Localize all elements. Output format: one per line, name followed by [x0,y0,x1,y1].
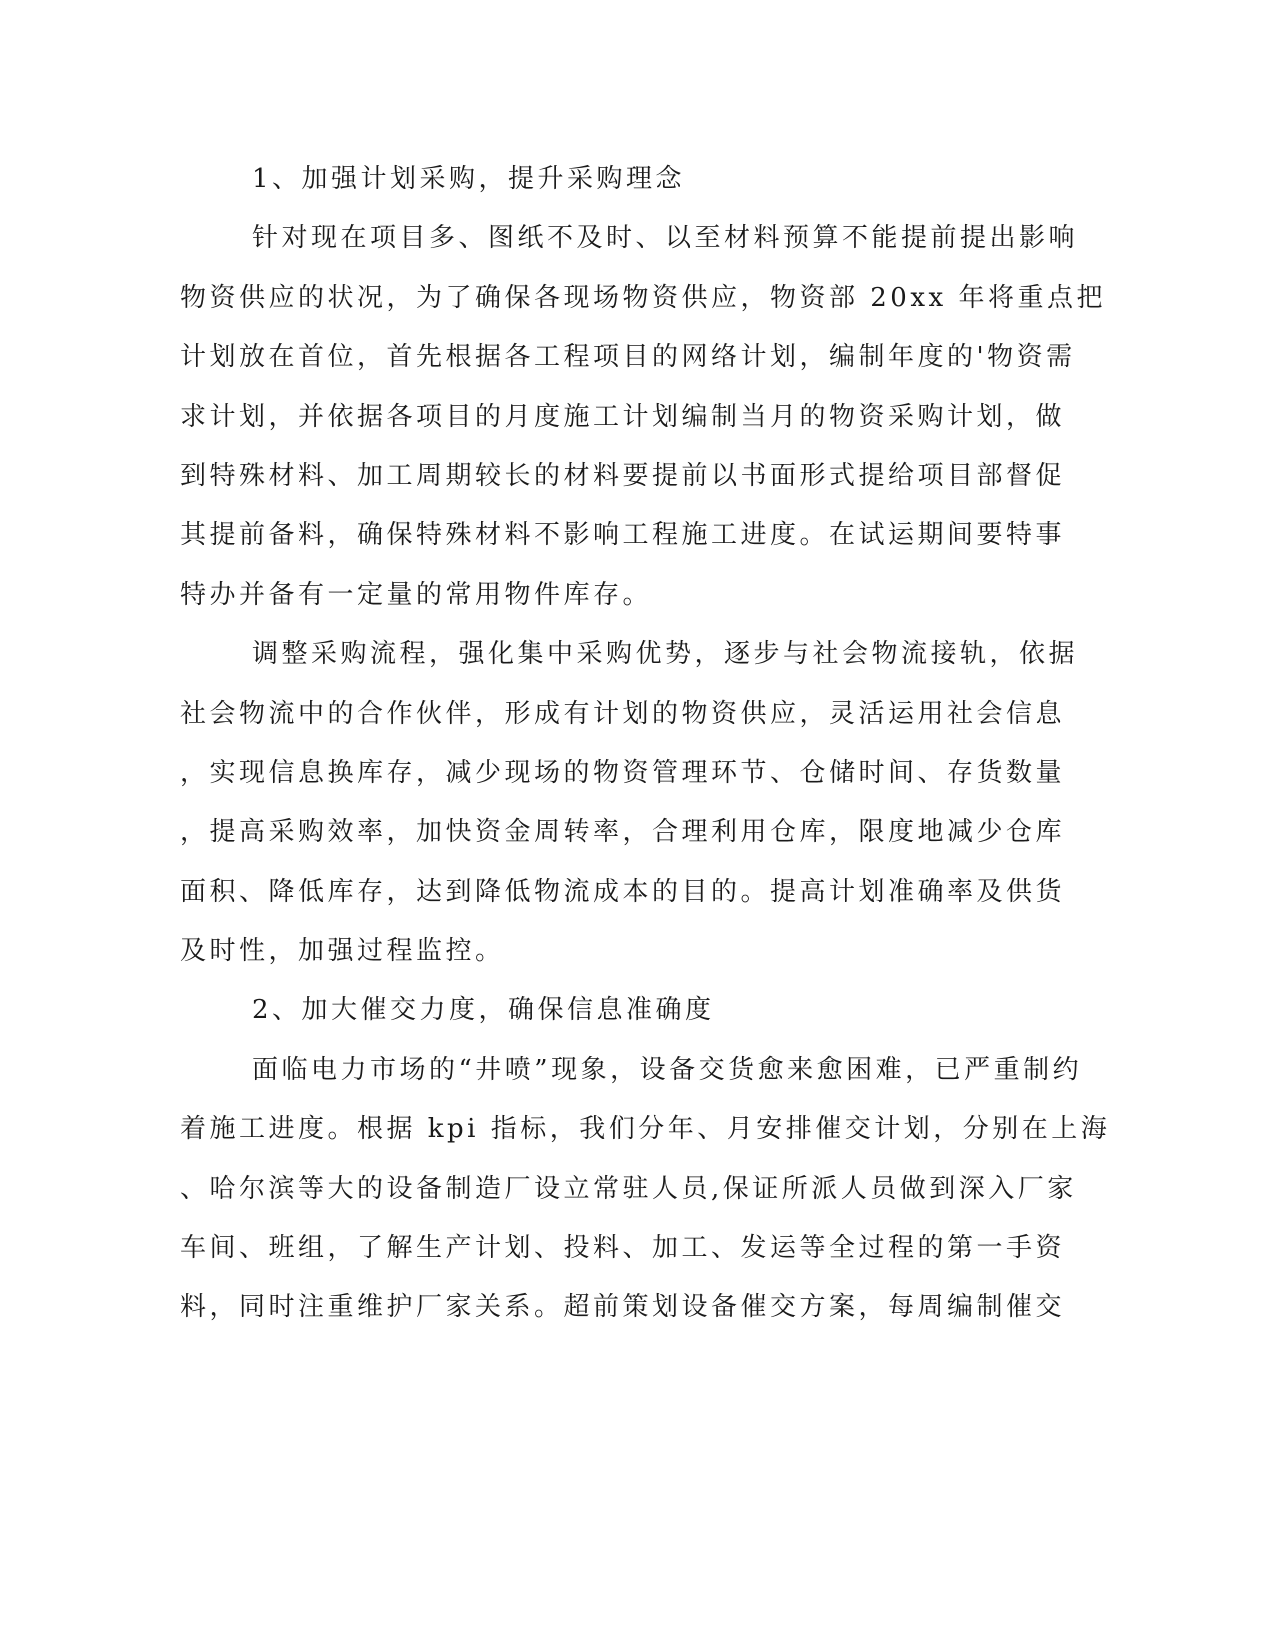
paragraph-line: 车间、班组，了解生产计划、投料、加工、发运等全过程的第一手资 [180,1233,1066,1264]
paragraph-line: 计划放在首位，首先根据各工程项目的网络计划，编制年度的'物资需 [180,342,1076,373]
paragraph-line: ，提高采购效率，加快资金周转率，合理利用仓库，限度地减少仓库 [180,817,1066,848]
paragraph-line: 调整采购流程，强化集中采购优势，逐步与社会物流接轨，依据 [252,639,1079,670]
paragraph-line: 着施工进度。根据 kpi 指标，我们分年、月安排催交计划，分别在上海 [180,1114,1111,1145]
paragraph-line: 、哈尔滨等大的设备制造厂设立常驻人员,保证所派人员做到深入厂家 [180,1173,1077,1204]
paragraph-line: 面临电力市场的“井喷”现象，设备交货愈来愈困难，已严重制约 [252,1054,1083,1085]
paragraph-line: 物资供应的状况，为了确保各现场物资供应，物资部 20xx 年将重点把 [180,282,1106,313]
paragraph-line: 其提前备料，确保特殊材料不影响工程施工进度。在试运期间要特事 [180,520,1066,551]
paragraph-line: 料，同时注重维护厂家关系。超前策划设备催交方案，每周编制催交 [180,1292,1066,1323]
paragraph-line: 社会物流中的合作伙伴，形成有计划的物资供应，灵活运用社会信息 [180,698,1066,729]
paragraph-line: 到特殊材料、加工周期较长的材料要提前以书面形式提给项目部督促 [180,460,1066,491]
section-heading-1: 1、加强计划采购，提升采购理念 [252,164,686,194]
paragraph-line: 针对现在项目多、图纸不及时、以至材料预算不能提前提出影响 [252,223,1079,254]
paragraph-line: ，实现信息换库存，减少现场的物资管理环节、仓储时间、存货数量 [180,757,1066,788]
paragraph-line: 面积、降低库存，达到降低物流成本的目的。提高计划准确率及供货 [180,876,1066,907]
document-body [180,150,1111,1338]
section-heading-2: 2、加大催交力度，确保信息准确度 [252,995,715,1026]
paragraph-line: 求计划，并依据各项目的月度施工计划编制当月的物资采购计划，做 [180,401,1066,432]
paragraph-line: 特办并备有一定量的常用物件库存。 [180,579,653,610]
paragraph-line: 及时性，加强过程监控。 [180,936,505,967]
